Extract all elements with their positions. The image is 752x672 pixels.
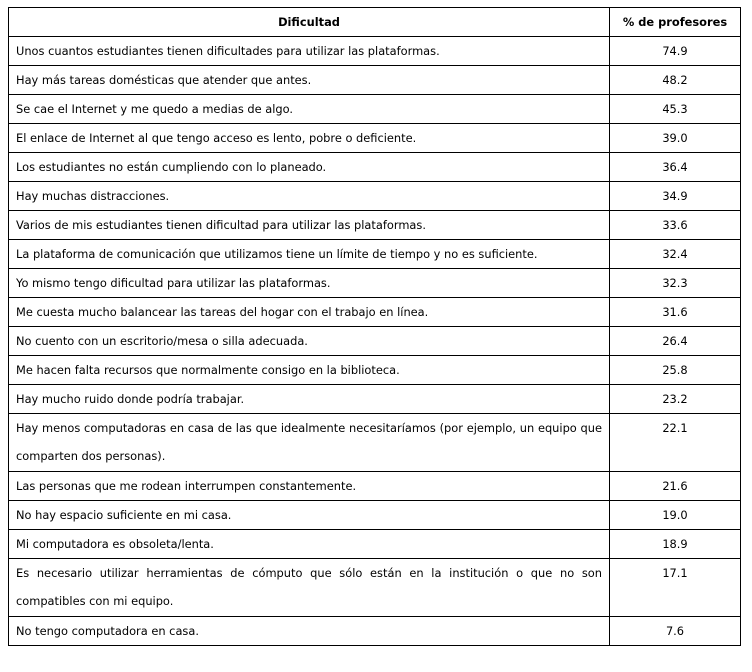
table-row <box>9 211 741 240</box>
percent-cell: 36.4 <box>610 153 741 182</box>
table-row <box>9 414 741 472</box>
difficulty-cell: Varios de mis estudiantes tienen dificultad para utilizar las plataformas. <box>9 211 610 240</box>
percent-cell: 22.1 <box>610 414 741 472</box>
table-row <box>9 356 741 385</box>
table-row <box>9 240 741 269</box>
table-container <box>8 7 741 646</box>
table-row <box>9 269 741 298</box>
percent-cell: 31.6 <box>610 298 741 327</box>
percent-cell: 34.9 <box>610 182 741 211</box>
table-row <box>9 124 741 153</box>
percent-cell: 7.6 <box>610 617 741 646</box>
percent-cell: 74.9 <box>610 37 741 66</box>
table-row <box>9 559 741 617</box>
percent-cell: 48.2 <box>610 66 741 95</box>
difficulty-cell: Se cae el Internet y me quedo a medias de algo. <box>9 95 610 124</box>
difficulty-cell: No hay espacio suficiente en mi casa. <box>9 501 610 530</box>
table-row <box>9 385 741 414</box>
difficulty-cell: Mi computadora es obsoleta/lenta. <box>9 530 610 559</box>
table-row <box>9 153 741 182</box>
table-row <box>9 182 741 211</box>
table-row <box>9 298 741 327</box>
percent-cell: 32.3 <box>610 269 741 298</box>
percent-cell: 32.4 <box>610 240 741 269</box>
difficulty-cell: Es necesario utilizar herramientas de cómputo que sólo están en la institución o que no son compatibles con mi equipo. <box>9 559 610 617</box>
percent-cell: 39.0 <box>610 124 741 153</box>
difficulty-cell: Hay menos computadoras en casa de las que idealmente necesitaríamos (por ejemplo, un equipo que comparten dos personas). <box>9 414 610 472</box>
difficulty-cell: Me hacen falta recursos que normalmente consigo en la biblioteca. <box>9 356 610 385</box>
header-percent-teachers: % de profesores <box>610 8 741 37</box>
difficulty-cell: Hay muchas distracciones. <box>9 182 610 211</box>
difficulty-cell: Yo mismo tengo dificultad para utilizar las plataformas. <box>9 269 610 298</box>
difficulty-cell: La plataforma de comunicación que utilizamos tiene un límite de tiempo y no es suficiente. <box>9 240 610 269</box>
difficulty-cell: Los estudiantes no están cumpliendo con lo planeado. <box>9 153 610 182</box>
difficulty-cell: El enlace de Internet al que tengo acceso es lento, pobre o deficiente. <box>9 124 610 153</box>
table-row <box>9 95 741 124</box>
table-row <box>9 327 741 356</box>
difficulty-cell: Hay más tareas domésticas que atender que antes. <box>9 66 610 95</box>
table-row <box>9 37 741 66</box>
difficulty-cell: No tengo computadora en casa. <box>9 617 610 646</box>
percent-cell: 33.6 <box>610 211 741 240</box>
header-difficulty: Dificultad <box>9 8 610 37</box>
percent-cell: 23.2 <box>610 385 741 414</box>
percent-cell: 19.0 <box>610 501 741 530</box>
difficulties-table <box>8 7 741 646</box>
difficulty-cell: No cuento con un escritorio/mesa o silla adecuada. <box>9 327 610 356</box>
percent-cell: 17.1 <box>610 559 741 617</box>
percent-cell: 18.9 <box>610 530 741 559</box>
percent-cell: 26.4 <box>610 327 741 356</box>
difficulty-cell: Las personas que me rodean interrumpen constantemente. <box>9 472 610 501</box>
percent-cell: 45.3 <box>610 95 741 124</box>
difficulty-cell: Hay mucho ruido donde podría trabajar. <box>9 385 610 414</box>
table-row <box>9 617 741 646</box>
table-row <box>9 501 741 530</box>
percent-cell: 25.8 <box>610 356 741 385</box>
percent-cell: 21.6 <box>610 472 741 501</box>
header-row <box>9 8 741 37</box>
difficulty-cell: Me cuesta mucho balancear las tareas del hogar con el trabajo en línea. <box>9 298 610 327</box>
table-row <box>9 66 741 95</box>
table-row <box>9 530 741 559</box>
table-row <box>9 472 741 501</box>
difficulty-cell: Unos cuantos estudiantes tienen dificultades para utilizar las plataformas. <box>9 37 610 66</box>
